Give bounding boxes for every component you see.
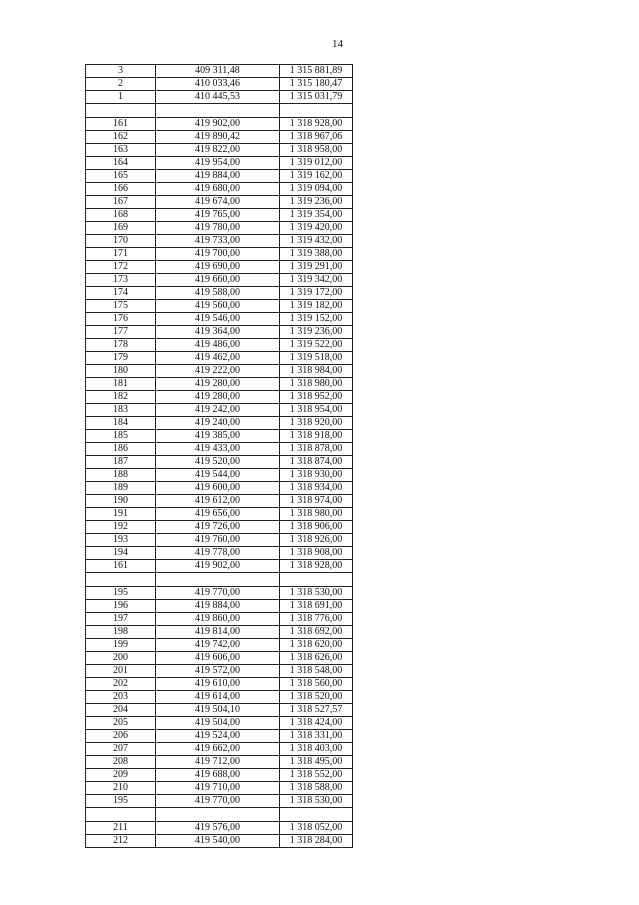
y-coordinate-cell: 1 319 094,00 <box>280 183 353 196</box>
x-coordinate-cell: 419 890,42 <box>156 131 280 144</box>
x-coordinate-cell: 410 445,53 <box>156 91 280 104</box>
y-coordinate-cell: 1 319 518,00 <box>280 352 353 365</box>
point-number-cell: 175 <box>86 300 156 313</box>
point-number-cell: 189 <box>86 482 156 495</box>
point-number-cell: 209 <box>86 769 156 782</box>
x-coordinate-cell: 419 712,00 <box>156 756 280 769</box>
coordinates-table-body <box>86 65 353 848</box>
y-coordinate-cell: 1 318 980,00 <box>280 378 353 391</box>
point-number-cell: 173 <box>86 274 156 287</box>
x-coordinate-cell: 419 710,00 <box>156 782 280 795</box>
x-coordinate-cell: 419 540,00 <box>156 835 280 848</box>
y-coordinate-cell: 1 318 926,00 <box>280 534 353 547</box>
x-coordinate-cell: 419 504,10 <box>156 704 280 717</box>
point-number-cell: 161 <box>86 118 156 131</box>
point-number-cell: 188 <box>86 469 156 482</box>
point-number-cell: 168 <box>86 209 156 222</box>
y-coordinate-cell: 1 319 172,00 <box>280 287 353 300</box>
x-coordinate-cell: 419 688,00 <box>156 769 280 782</box>
separator-row <box>86 573 353 587</box>
point-number-cell: 203 <box>86 691 156 704</box>
x-coordinate-cell: 419 902,00 <box>156 118 280 131</box>
y-coordinate-cell: 1 318 776,00 <box>280 613 353 626</box>
table-row <box>86 547 353 560</box>
point-number-cell: 163 <box>86 144 156 157</box>
y-coordinate-cell: 1 319 236,00 <box>280 196 353 209</box>
x-coordinate-cell: 419 524,00 <box>156 730 280 743</box>
point-number-cell <box>86 573 156 587</box>
point-number-cell: 210 <box>86 782 156 795</box>
y-coordinate-cell: 1 318 552,00 <box>280 769 353 782</box>
table-row <box>86 639 353 652</box>
x-coordinate-cell: 419 600,00 <box>156 482 280 495</box>
y-coordinate-cell: 1 318 691,00 <box>280 600 353 613</box>
point-number-cell: 212 <box>86 835 156 848</box>
table-row <box>86 469 353 482</box>
y-coordinate-cell: 1 318 548,00 <box>280 665 353 678</box>
y-coordinate-cell: 1 318 920,00 <box>280 417 353 430</box>
x-coordinate-cell <box>156 808 280 822</box>
table-row <box>86 521 353 534</box>
table-row <box>86 600 353 613</box>
y-coordinate-cell: 1 319 388,00 <box>280 248 353 261</box>
x-coordinate-cell: 419 884,00 <box>156 600 280 613</box>
point-number-cell: 196 <box>86 600 156 613</box>
x-coordinate-cell: 419 240,00 <box>156 417 280 430</box>
x-coordinate-cell: 409 311,48 <box>156 65 280 78</box>
y-coordinate-cell: 1 318 980,00 <box>280 508 353 521</box>
table-row <box>86 131 353 144</box>
page-number: 14 <box>332 38 343 50</box>
point-number-cell: 186 <box>86 443 156 456</box>
y-coordinate-cell: 1 315 180,47 <box>280 78 353 91</box>
table-row <box>86 587 353 600</box>
point-number-cell: 172 <box>86 261 156 274</box>
y-coordinate-cell: 1 318 692,00 <box>280 626 353 639</box>
y-coordinate-cell: 1 318 918,00 <box>280 430 353 443</box>
y-coordinate-cell: 1 318 908,00 <box>280 547 353 560</box>
table-row <box>86 235 353 248</box>
x-coordinate-cell: 419 860,00 <box>156 613 280 626</box>
table-row <box>86 300 353 313</box>
x-coordinate-cell: 419 588,00 <box>156 287 280 300</box>
table-row <box>86 665 353 678</box>
x-coordinate-cell: 419 780,00 <box>156 222 280 235</box>
table-row <box>86 313 353 326</box>
table-row <box>86 560 353 573</box>
table-row <box>86 157 353 170</box>
point-number-cell: 179 <box>86 352 156 365</box>
point-number-cell: 170 <box>86 235 156 248</box>
table-row <box>86 482 353 495</box>
point-number-cell: 193 <box>86 534 156 547</box>
x-coordinate-cell: 419 884,00 <box>156 170 280 183</box>
y-coordinate-cell: 1 318 967,06 <box>280 131 353 144</box>
table-row <box>86 274 353 287</box>
y-coordinate-cell: 1 319 291,00 <box>280 261 353 274</box>
x-coordinate-cell: 419 280,00 <box>156 391 280 404</box>
y-coordinate-cell: 1 318 403,00 <box>280 743 353 756</box>
y-coordinate-cell: 1 318 560,00 <box>280 678 353 691</box>
y-coordinate-cell: 1 318 331,00 <box>280 730 353 743</box>
x-coordinate-cell: 419 726,00 <box>156 521 280 534</box>
table-row <box>86 495 353 508</box>
point-number-cell: 195 <box>86 795 156 808</box>
point-number-cell: 171 <box>86 248 156 261</box>
point-number-cell: 181 <box>86 378 156 391</box>
y-coordinate-cell: 1 319 420,00 <box>280 222 353 235</box>
table-row <box>86 652 353 665</box>
y-coordinate-cell <box>280 808 353 822</box>
y-coordinate-cell: 1 318 284,00 <box>280 835 353 848</box>
y-coordinate-cell: 1 319 432,00 <box>280 235 353 248</box>
table-row <box>86 456 353 469</box>
x-coordinate-cell: 419 656,00 <box>156 508 280 521</box>
point-number-cell: 165 <box>86 170 156 183</box>
table-row <box>86 378 353 391</box>
table-row <box>86 78 353 91</box>
point-number-cell: 177 <box>86 326 156 339</box>
x-coordinate-cell: 419 770,00 <box>156 587 280 600</box>
x-coordinate-cell <box>156 104 280 118</box>
y-coordinate-cell: 1 318 954,00 <box>280 404 353 417</box>
point-number-cell: 187 <box>86 456 156 469</box>
separator-row <box>86 808 353 822</box>
table-row <box>86 691 353 704</box>
y-coordinate-cell: 1 319 162,00 <box>280 170 353 183</box>
y-coordinate-cell: 1 318 052,00 <box>280 822 353 835</box>
table-row <box>86 704 353 717</box>
x-coordinate-cell: 419 614,00 <box>156 691 280 704</box>
point-number-cell: 1 <box>86 91 156 104</box>
point-number-cell: 206 <box>86 730 156 743</box>
table-row <box>86 443 353 456</box>
point-number-cell: 190 <box>86 495 156 508</box>
table-row <box>86 404 353 417</box>
y-coordinate-cell: 1 318 906,00 <box>280 521 353 534</box>
x-coordinate-cell: 419 760,00 <box>156 534 280 547</box>
table-row <box>86 248 353 261</box>
x-coordinate-cell: 419 222,00 <box>156 365 280 378</box>
table-row <box>86 743 353 756</box>
point-number-cell: 197 <box>86 613 156 626</box>
point-number-cell: 205 <box>86 717 156 730</box>
x-coordinate-cell: 410 033,46 <box>156 78 280 91</box>
x-coordinate-cell: 419 778,00 <box>156 547 280 560</box>
table-row <box>86 339 353 352</box>
point-number-cell: 185 <box>86 430 156 443</box>
table-row <box>86 144 353 157</box>
x-coordinate-cell: 419 902,00 <box>156 560 280 573</box>
x-coordinate-cell: 419 280,00 <box>156 378 280 391</box>
table-row <box>86 613 353 626</box>
point-number-cell: 184 <box>86 417 156 430</box>
point-number-cell: 169 <box>86 222 156 235</box>
y-coordinate-cell: 1 315 031,79 <box>280 91 353 104</box>
y-coordinate-cell: 1 318 878,00 <box>280 443 353 456</box>
table-row <box>86 196 353 209</box>
point-number-cell: 174 <box>86 287 156 300</box>
y-coordinate-cell <box>280 573 353 587</box>
table-row <box>86 756 353 769</box>
x-coordinate-cell: 419 954,00 <box>156 157 280 170</box>
point-number-cell: 202 <box>86 678 156 691</box>
y-coordinate-cell: 1 319 342,00 <box>280 274 353 287</box>
point-number-cell: 207 <box>86 743 156 756</box>
table-row <box>86 626 353 639</box>
x-coordinate-cell: 419 486,00 <box>156 339 280 352</box>
table-row <box>86 261 353 274</box>
coordinates-table <box>85 64 353 848</box>
x-coordinate-cell: 419 770,00 <box>156 795 280 808</box>
x-coordinate-cell: 419 660,00 <box>156 274 280 287</box>
x-coordinate-cell <box>156 573 280 587</box>
x-coordinate-cell: 419 662,00 <box>156 743 280 756</box>
point-number-cell: 211 <box>86 822 156 835</box>
y-coordinate-cell: 1 318 626,00 <box>280 652 353 665</box>
table-row <box>86 118 353 131</box>
point-number-cell: 161 <box>86 560 156 573</box>
table-row <box>86 183 353 196</box>
y-coordinate-cell <box>280 104 353 118</box>
y-coordinate-cell: 1 319 012,00 <box>280 157 353 170</box>
table-row <box>86 287 353 300</box>
x-coordinate-cell: 419 822,00 <box>156 144 280 157</box>
point-number-cell: 3 <box>86 65 156 78</box>
x-coordinate-cell: 419 612,00 <box>156 495 280 508</box>
y-coordinate-cell: 1 318 952,00 <box>280 391 353 404</box>
table-row <box>86 769 353 782</box>
point-number-cell: 194 <box>86 547 156 560</box>
y-coordinate-cell: 1 318 530,00 <box>280 795 353 808</box>
x-coordinate-cell: 419 610,00 <box>156 678 280 691</box>
x-coordinate-cell: 419 700,00 <box>156 248 280 261</box>
y-coordinate-cell: 1 319 354,00 <box>280 209 353 222</box>
y-coordinate-cell: 1 318 874,00 <box>280 456 353 469</box>
table-row <box>86 365 353 378</box>
point-number-cell: 201 <box>86 665 156 678</box>
table-row <box>86 730 353 743</box>
table-row <box>86 209 353 222</box>
x-coordinate-cell: 419 504,00 <box>156 717 280 730</box>
y-coordinate-cell: 1 318 958,00 <box>280 144 353 157</box>
table-row <box>86 782 353 795</box>
y-coordinate-cell: 1 318 424,00 <box>280 717 353 730</box>
x-coordinate-cell: 419 674,00 <box>156 196 280 209</box>
point-number-cell: 199 <box>86 639 156 652</box>
table-row <box>86 717 353 730</box>
y-coordinate-cell: 1 318 588,00 <box>280 782 353 795</box>
point-number-cell: 208 <box>86 756 156 769</box>
x-coordinate-cell: 419 544,00 <box>156 469 280 482</box>
x-coordinate-cell: 419 462,00 <box>156 352 280 365</box>
table-row <box>86 391 353 404</box>
point-number-cell: 164 <box>86 157 156 170</box>
table-row <box>86 417 353 430</box>
x-coordinate-cell: 419 742,00 <box>156 639 280 652</box>
point-number-cell: 2 <box>86 78 156 91</box>
x-coordinate-cell: 419 690,00 <box>156 261 280 274</box>
table-row <box>86 835 353 848</box>
table-row <box>86 91 353 104</box>
x-coordinate-cell: 419 385,00 <box>156 430 280 443</box>
table-row <box>86 508 353 521</box>
table-row <box>86 65 353 78</box>
y-coordinate-cell: 1 318 520,00 <box>280 691 353 704</box>
point-number-cell: 162 <box>86 131 156 144</box>
x-coordinate-cell: 419 520,00 <box>156 456 280 469</box>
point-number-cell: 192 <box>86 521 156 534</box>
point-number-cell <box>86 104 156 118</box>
y-coordinate-cell: 1 318 984,00 <box>280 365 353 378</box>
x-coordinate-cell: 419 765,00 <box>156 209 280 222</box>
y-coordinate-cell: 1 318 495,00 <box>280 756 353 769</box>
point-number-cell <box>86 808 156 822</box>
point-number-cell: 198 <box>86 626 156 639</box>
table-row <box>86 170 353 183</box>
table-row <box>86 534 353 547</box>
y-coordinate-cell: 1 319 152,00 <box>280 313 353 326</box>
point-number-cell: 183 <box>86 404 156 417</box>
x-coordinate-cell: 419 733,00 <box>156 235 280 248</box>
y-coordinate-cell: 1 318 930,00 <box>280 469 353 482</box>
x-coordinate-cell: 419 546,00 <box>156 313 280 326</box>
table-row <box>86 822 353 835</box>
table-row <box>86 352 353 365</box>
y-coordinate-cell: 1 318 974,00 <box>280 495 353 508</box>
y-coordinate-cell: 1 319 522,00 <box>280 339 353 352</box>
y-coordinate-cell: 1 319 236,00 <box>280 326 353 339</box>
table-row <box>86 430 353 443</box>
point-number-cell: 191 <box>86 508 156 521</box>
y-coordinate-cell: 1 318 527,57 <box>280 704 353 717</box>
point-number-cell: 195 <box>86 587 156 600</box>
separator-row <box>86 104 353 118</box>
table-row <box>86 795 353 808</box>
y-coordinate-cell: 1 318 530,00 <box>280 587 353 600</box>
y-coordinate-cell: 1 319 182,00 <box>280 300 353 313</box>
point-number-cell: 167 <box>86 196 156 209</box>
x-coordinate-cell: 419 572,00 <box>156 665 280 678</box>
y-coordinate-cell: 1 318 934,00 <box>280 482 353 495</box>
x-coordinate-cell: 419 814,00 <box>156 626 280 639</box>
table-row <box>86 222 353 235</box>
table-row <box>86 326 353 339</box>
x-coordinate-cell: 419 680,00 <box>156 183 280 196</box>
table-row <box>86 678 353 691</box>
y-coordinate-cell: 1 318 928,00 <box>280 560 353 573</box>
point-number-cell: 200 <box>86 652 156 665</box>
point-number-cell: 180 <box>86 365 156 378</box>
point-number-cell: 166 <box>86 183 156 196</box>
point-number-cell: 182 <box>86 391 156 404</box>
x-coordinate-cell: 419 560,00 <box>156 300 280 313</box>
point-number-cell: 178 <box>86 339 156 352</box>
x-coordinate-cell: 419 242,00 <box>156 404 280 417</box>
point-number-cell: 176 <box>86 313 156 326</box>
x-coordinate-cell: 419 576,00 <box>156 822 280 835</box>
y-coordinate-cell: 1 318 620,00 <box>280 639 353 652</box>
y-coordinate-cell: 1 318 928,00 <box>280 118 353 131</box>
x-coordinate-cell: 419 433,00 <box>156 443 280 456</box>
x-coordinate-cell: 419 606,00 <box>156 652 280 665</box>
x-coordinate-cell: 419 364,00 <box>156 326 280 339</box>
y-coordinate-cell: 1 315 881,89 <box>280 65 353 78</box>
point-number-cell: 204 <box>86 704 156 717</box>
